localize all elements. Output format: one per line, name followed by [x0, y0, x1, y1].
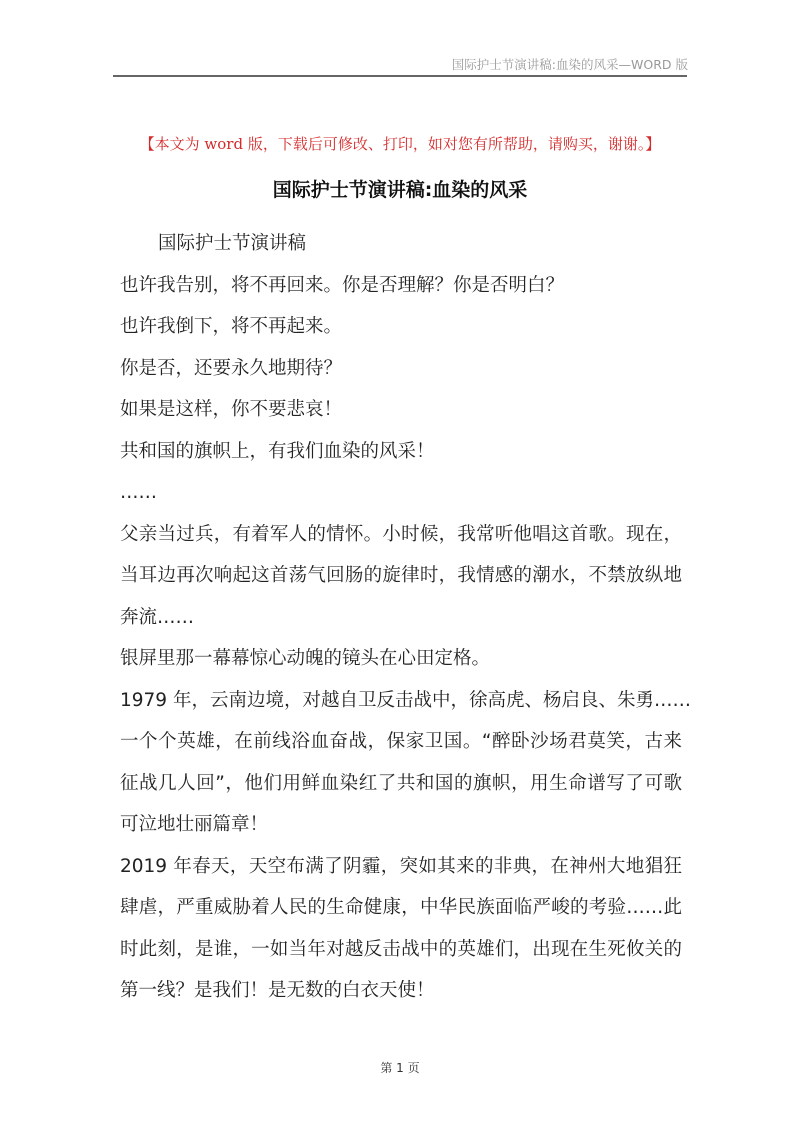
header-divider: [113, 75, 687, 77]
text-line: 父亲当过兵，有着军人的情怀。小时候，我常听他唱这首歌。现在，: [120, 523, 682, 545]
text-line: 也许我告别，将不再回来。你是否理解？你是否明白？: [120, 274, 565, 296]
text-line: 奔流……: [120, 606, 195, 628]
text-line: 银屏里那一幕幕惊心动魄的镜头在心田定格。: [120, 648, 491, 669]
text-line: 如果是这样，你不要悲哀！: [120, 399, 343, 420]
text-line: 国际护士节演讲稿: [158, 233, 307, 254]
text-line: 2019 年春天，天空布满了阴霾，突如其来的非典，在神州大地猖狂: [120, 855, 682, 877]
text-line: 第一线？是我们！是无数的白衣天使！: [120, 980, 435, 1001]
text-line: 时此刻，是谁，一如当年对越反击战中的英雄们，出现在生死攸关的: [120, 938, 682, 960]
text-line: 可泣地壮丽篇章！: [120, 814, 269, 835]
text-line: 征战几人回”，他们用鲜血染红了共和国的旗帜，用生命谱写了可歌: [120, 772, 682, 794]
page-number: 第 1 页: [380, 1061, 420, 1075]
text-line: 你是否，还要永久地期待？: [120, 357, 343, 379]
text-line: 共和国的旗帜上，有我们血染的风采！: [120, 440, 435, 462]
text-line: ……: [120, 482, 157, 503]
text-line: 1979 年，云南边境，对越自卫反击战中，徐高虎、杨启良、朱勇……: [120, 689, 691, 711]
text-line: 也许我倒下，将不再起来。: [120, 316, 343, 337]
text-line: 当耳边再次响起这首荡气回肠的旋律时，我情感的潮水，不禁放纵地: [120, 565, 682, 586]
text-line: 肆虐，严重威胁着人民的生命健康，中华民族面临严峻的考验……此: [120, 897, 682, 918]
text-line: 一个个英雄，在前线浴血奋战，保家卫国。“醉卧沙场君莫笑，古来: [120, 731, 682, 752]
document-title: 国际护士节演讲稿:血染的风采: [272, 179, 528, 201]
running-header: 国际护士节演讲稿:血染的风采—WORD 版: [451, 57, 688, 72]
document-body: [120, 226, 691, 1015]
purchase-notice: 【本文为 word 版，下载后可修改、打印，如对您有所帮助，请购买，谢谢。】: [139, 135, 661, 153]
